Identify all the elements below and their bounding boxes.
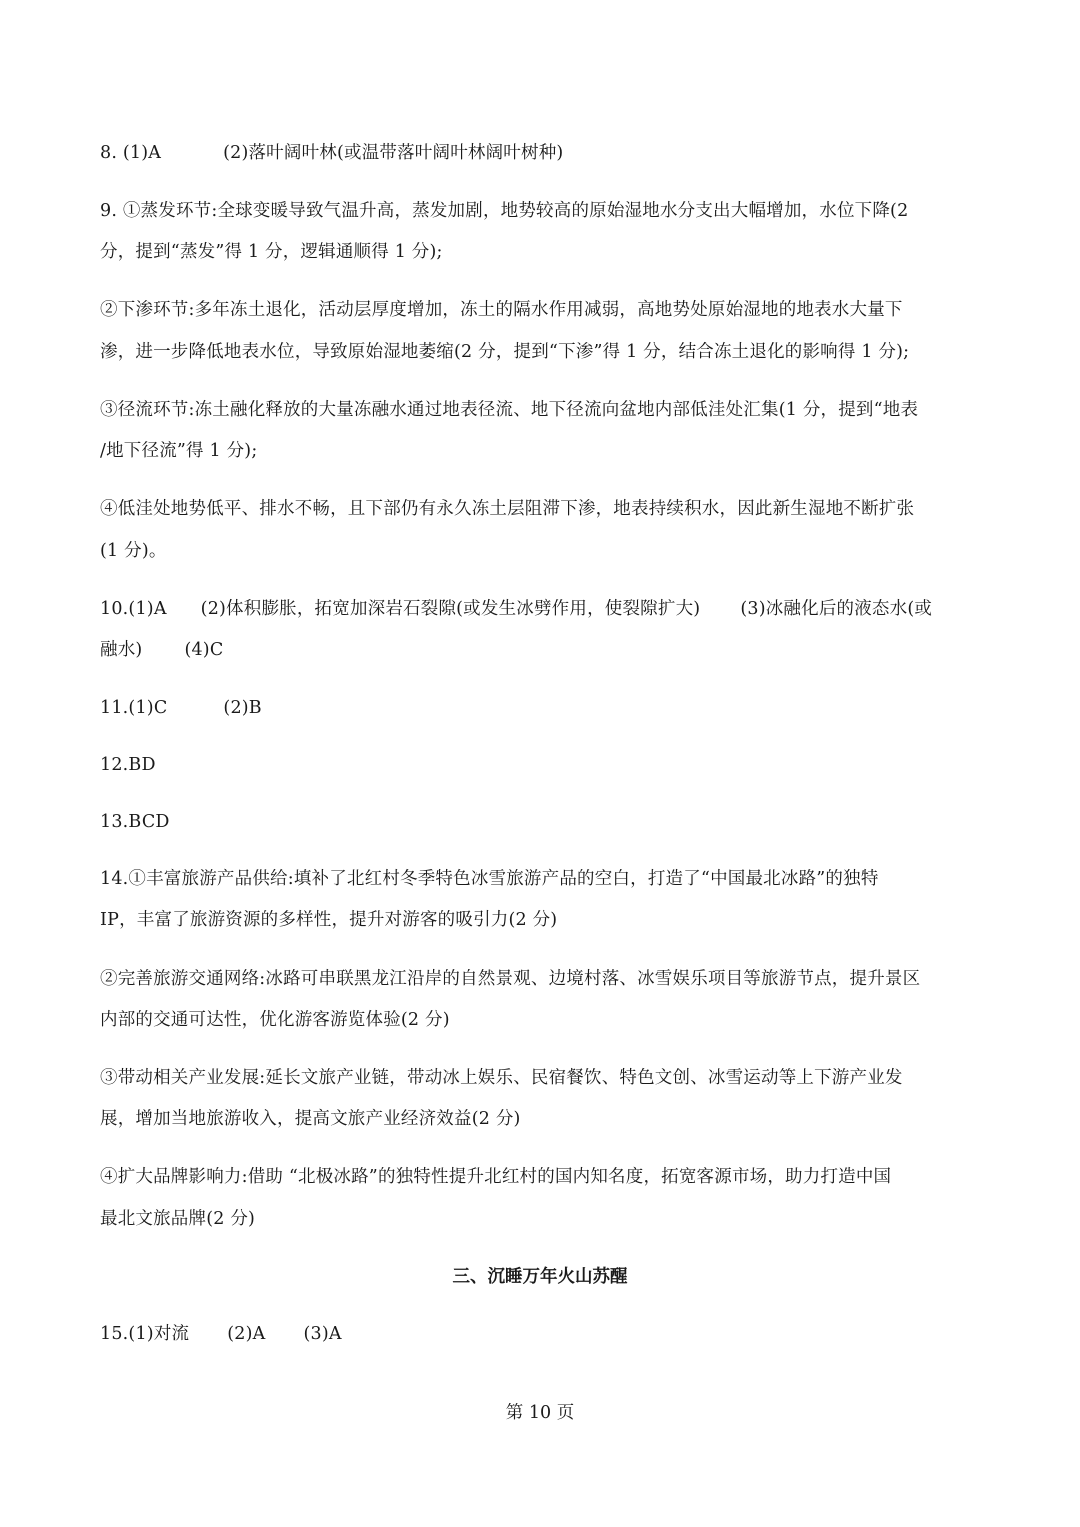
answer-q14-p3-line2: 展，增加当地旅游收入，提高文旅产业经济效益(2 分) [100, 1109, 521, 1129]
section-heading: 三、沉睡万年火山苏醒 [452, 1267, 628, 1287]
answer-q13: 13.BCD [100, 812, 170, 832]
answer-q9-p2-line1: ②下渗环节:多年冻土退化，活动层厚度增加，冻土的隔水作用减弱，高地势处原始湿地的地表水大量下 [100, 300, 903, 320]
answer-q14-p1-line2: IP，丰富了旅游资源的多样性，提升对游客的吸引力(2 分) [100, 910, 558, 930]
answer-q10-part1: 10.(1)A [100, 599, 167, 619]
answer-q10-line2 [100, 638, 990, 662]
answer-q9-p4-line2: (1 分)。 [100, 541, 167, 561]
answer-q15-part2: (2)A [227, 1324, 266, 1344]
answer-q14-p2-line2: 内部的交通可达性，优化游客游览体验(2 分) [100, 1010, 450, 1030]
answer-q14-p3-line1: ③带动相关产业发展:延长文旅产业链，带动冰上娱乐、民宿餐饮、特色文创、冰雪运动等上下游产业发 [100, 1068, 903, 1088]
answer-q14-p4-line2: 最北文旅品牌(2 分) [100, 1209, 256, 1229]
page-number: 第 10 页 [505, 1403, 575, 1423]
answer-q14-p4-line1: ④扩大品牌影响力:借助 “北极冰路”的独特性提升北红村的国内知名度，拓宽客源市场，助力打造中国 [100, 1167, 892, 1187]
answer-q11-part2: (2)B [223, 698, 262, 718]
answer-q9-p2-line2: 渗，进一步降低地表水位，导致原始湿地萎缩(2 分，提到“下渗”得 1 分，结合冻土退化的影响得 1 分); [100, 342, 910, 362]
answer-q9-p1-line1: 9. ①蒸发环节:全球变暖导致气温升高，蒸发加剧，地势较高的原始湿地水分支出大幅增加，水位下降(2 [100, 201, 909, 221]
answer-q8-part1: 8. (1)A [100, 143, 162, 163]
answer-q15 [100, 1322, 990, 1346]
answer-q11 [100, 696, 990, 720]
answer-q10-line1 [100, 597, 990, 621]
answer-q11-part1: 11.(1)C [100, 698, 168, 718]
answer-q10-part4: (4)C [184, 640, 224, 660]
answer-q10-part3-cont: 融水) [100, 640, 143, 660]
answer-q9-p3-line1: ③径流环节:冻土融化释放的大量冻融水通过地表径流、地下径流向盆地内部低洼处汇集(1 分，提到“地表 [100, 400, 919, 420]
answer-q14-p1-line1: 14.①丰富旅游产品供给:填补了北红村冬季特色冰雪旅游产品的空白，打造了“中国最北冰路”的独特 [100, 869, 879, 889]
answer-q15-part3: (3)A [303, 1324, 342, 1344]
answer-q9-p1-line2: 分，提到“蒸发”得 1 分，逻辑通顺得 1 分); [100, 242, 443, 262]
answer-q14-p2-line1: ②完善旅游交通网络:冰路可串联黑龙江沿岸的自然景观、边境村落、冰雪娱乐项目等旅游节点，提升景区 [100, 969, 921, 989]
answer-q15-part1: 15.(1)对流 [100, 1324, 190, 1344]
answer-q9-p4-line1: ④低洼处地势低平、排水不畅，且下部仍有永久冻土层阻滞下渗，地表持续积水，因此新生湿地不断扩张 [100, 499, 915, 519]
answer-q8-part2: (2)落叶阔叶林(或温带落叶阔叶林阔叶树种) [223, 143, 564, 163]
answer-q9-p3-line2: /地下径流”得 1 分); [100, 441, 258, 461]
answer-q10-part3: (3)冰融化后的液态水(或 [740, 599, 933, 619]
answer-q8 [100, 141, 990, 165]
answer-q10-part2: (2)体积膨胀，拓宽加深岩石裂隙(或发生冰劈作用，使裂隙扩大) [200, 599, 701, 619]
answer-q12: 12.BD [100, 755, 156, 775]
